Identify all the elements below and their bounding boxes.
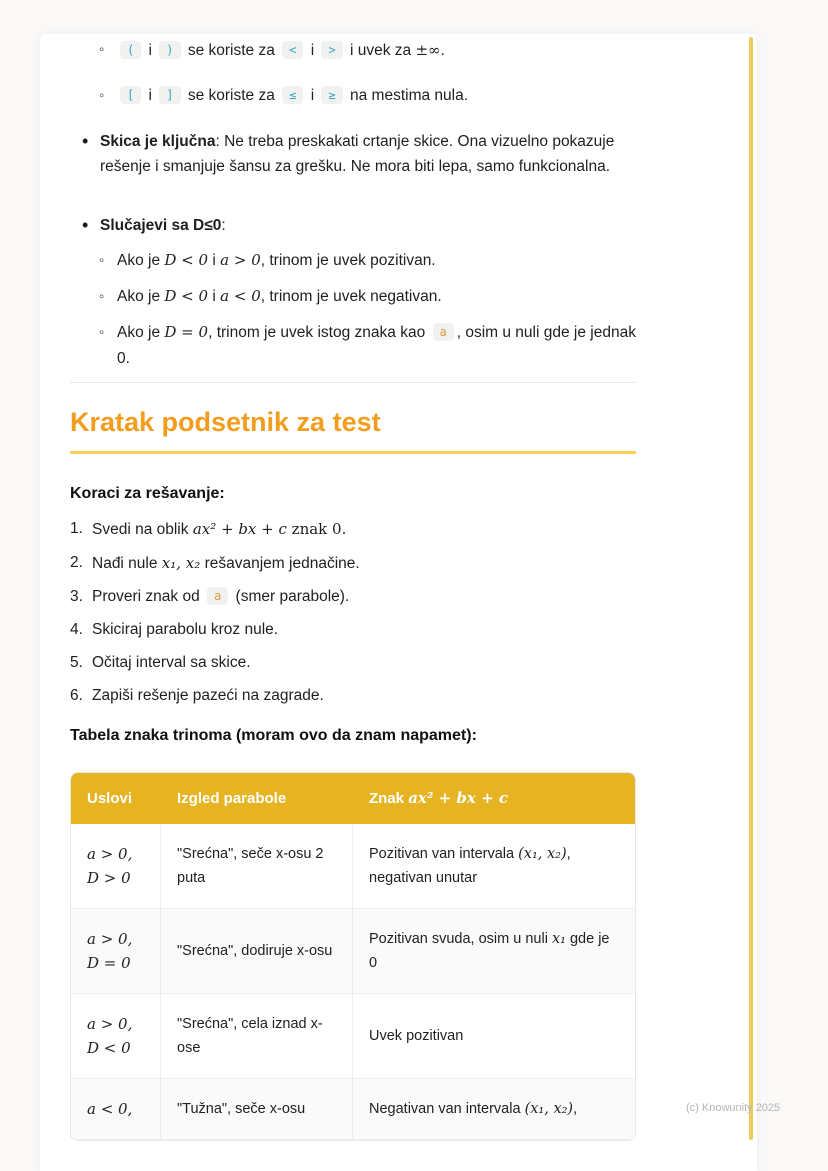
text-run: : [221, 217, 226, 234]
text-run: (smer parabole). [231, 588, 350, 605]
page-card [40, 34, 757, 1171]
table-header-row [71, 773, 635, 824]
text-run: Ako je [117, 252, 165, 269]
text-run: i [306, 42, 319, 59]
text-run: , trinom je uvek negativan. [260, 288, 442, 305]
case-item [70, 284, 636, 309]
bullet-item-slucajevi [70, 213, 636, 238]
case-item [70, 320, 636, 371]
text-run: Pozitivan svuda, osim u nuli [369, 931, 552, 947]
signs-table-wrap [70, 772, 636, 1141]
table-row [71, 909, 635, 994]
math-text: a < 0 [220, 287, 261, 305]
math-text: ±∞ [415, 41, 441, 59]
text-run: : Ne treba preskakati crtanje skice. Ona vizuelno pokazuje rešenje i smanjuje šansu za grešku. Ne mora biti lepa, samo funkcionalna. [100, 133, 615, 175]
text-run: Znak [369, 790, 409, 807]
inline-code-badge: ≤ [282, 86, 303, 104]
math-text: x₁, x₂ [161, 554, 201, 572]
cond-line: a > 0, [87, 1015, 133, 1033]
parabola-cell: "Srećna", seče x-osu 2 puta [161, 824, 353, 909]
inline-code-badge: ( [120, 41, 141, 59]
table-body [71, 824, 635, 1140]
cond-line: a < 0, [87, 1100, 133, 1118]
text-run: , trinom je uvek istog znaka kao [208, 324, 430, 341]
text-run: se koriste za [183, 42, 280, 59]
text-run: Skiciraj parabolu kroz nule. [92, 621, 279, 638]
math-text: a > 0 [220, 251, 261, 269]
znak-cell [353, 824, 635, 909]
math-text: (x₁, x₂) [524, 1101, 574, 1117]
text-run: i [208, 252, 221, 269]
text-run: Očitaj interval sa skice. [92, 654, 251, 671]
side-accent-bar [749, 37, 753, 1140]
step-item [70, 585, 636, 609]
header-cell-znak [353, 773, 635, 824]
inline-code-badge: < [282, 41, 303, 59]
text-run: , trinom je uvek pozitivan. [260, 252, 436, 269]
table-row [71, 1079, 635, 1140]
cases-list [70, 248, 636, 371]
text-run: i [208, 288, 221, 305]
inline-code-badge: > [321, 41, 342, 59]
header-cell-uslovi: Uslovi [71, 773, 161, 824]
cond-line: D > 0 [87, 869, 131, 887]
math-text: D < 0 [164, 251, 209, 269]
table-title: Tabela znaka trinoma (moram ovo da znam napamet): [70, 727, 477, 744]
text-run: na mestima nula. [345, 87, 469, 104]
inline-code-badge: ] [159, 86, 180, 104]
text-run: , osim u nuli gde je jednak 0. [117, 324, 636, 367]
inline-code-badge: [ [120, 86, 141, 104]
parabola-cell: "Tužna", seče x-osu [161, 1079, 353, 1140]
text-run: Nađi nule [92, 555, 162, 572]
section-heading: Kratak podsetnik za test [70, 405, 636, 454]
inline-code-badge: a [207, 587, 228, 605]
steps-title: Koraci za rešavanje: [70, 485, 225, 502]
cond-cell [71, 994, 161, 1079]
cond-cell [71, 824, 161, 909]
bold-text: Slučajevi sa D≤0 [100, 217, 222, 234]
text-run: Proveri znak od [92, 588, 204, 605]
step-item [70, 517, 636, 542]
text-run: Ako je [117, 324, 165, 341]
sub-bullet-item [70, 38, 636, 63]
math-text: ax² + bx + c [408, 789, 509, 807]
serif-text: znak 0. [286, 520, 347, 538]
text-run: Pozitivan van intervala [369, 846, 519, 862]
math-text: x₁ [551, 931, 566, 947]
parabola-cell: "Srećna", cela iznad x-ose [161, 994, 353, 1079]
step-item [70, 651, 636, 675]
text-run: i [144, 87, 157, 104]
section-divider [70, 382, 636, 383]
step-item [70, 618, 636, 642]
text-run: Uvek pozitivan [369, 1028, 464, 1044]
cond-line: D < 0 [87, 1039, 131, 1057]
cond-line: a > 0, [87, 845, 133, 863]
text-run: , [573, 1101, 578, 1117]
text-run: Zapiši rešenje pazeći na zagrade. [92, 687, 324, 704]
step-item [70, 684, 636, 708]
znak-cell [353, 994, 635, 1079]
text-run: i uvek za [345, 42, 416, 59]
table-header [71, 773, 635, 824]
text-run: rešavanjem jednačine. [200, 555, 360, 572]
inline-code-badge: ) [159, 41, 180, 59]
text-run: Svedi na oblik [92, 521, 193, 538]
parabola-cell: "Srećna", dodiruje x-osu [161, 909, 353, 994]
copyright-watermark: (c) Knowunity 2025 [686, 1102, 781, 1114]
text-run: i [144, 42, 157, 59]
notes-content [70, 38, 636, 1141]
bold-text: Skica je ključna [100, 133, 216, 150]
cond-cell [71, 909, 161, 994]
znak-cell [353, 909, 635, 994]
math-text: D < 0 [164, 287, 209, 305]
math-text: ax² + bx + c [192, 520, 287, 538]
steps-list [70, 517, 636, 708]
znak-cell [353, 1079, 635, 1140]
header-cell-izgled: Izgled parabole [161, 773, 353, 824]
bracket-rules-list [70, 38, 636, 108]
math-text: (x₁, x₂) [518, 846, 567, 862]
cond-line: D = 0 [87, 954, 131, 972]
sub-bullet-item [70, 84, 636, 108]
tips-list [70, 129, 636, 238]
table-row [71, 994, 635, 1079]
inline-code-badge: ≥ [321, 86, 342, 104]
text-run: Ako je [117, 288, 165, 305]
cond-line: a > 0, [87, 930, 133, 948]
text-run: i [306, 87, 319, 104]
table-row [71, 824, 635, 909]
case-item [70, 248, 636, 273]
text-run: , negativan unutar [369, 846, 571, 886]
text-run: gde je 0 [369, 931, 610, 971]
inline-code-badge: a [433, 323, 454, 341]
signs-table [71, 773, 635, 1140]
math-text: D = 0 [164, 323, 209, 341]
text-run: se koriste za [183, 87, 280, 104]
cond-cell [71, 1079, 161, 1140]
text-run: Negativan van intervala [369, 1101, 525, 1117]
bullet-item-skica [70, 129, 636, 179]
text-run: . [440, 42, 445, 59]
step-item [70, 551, 636, 576]
